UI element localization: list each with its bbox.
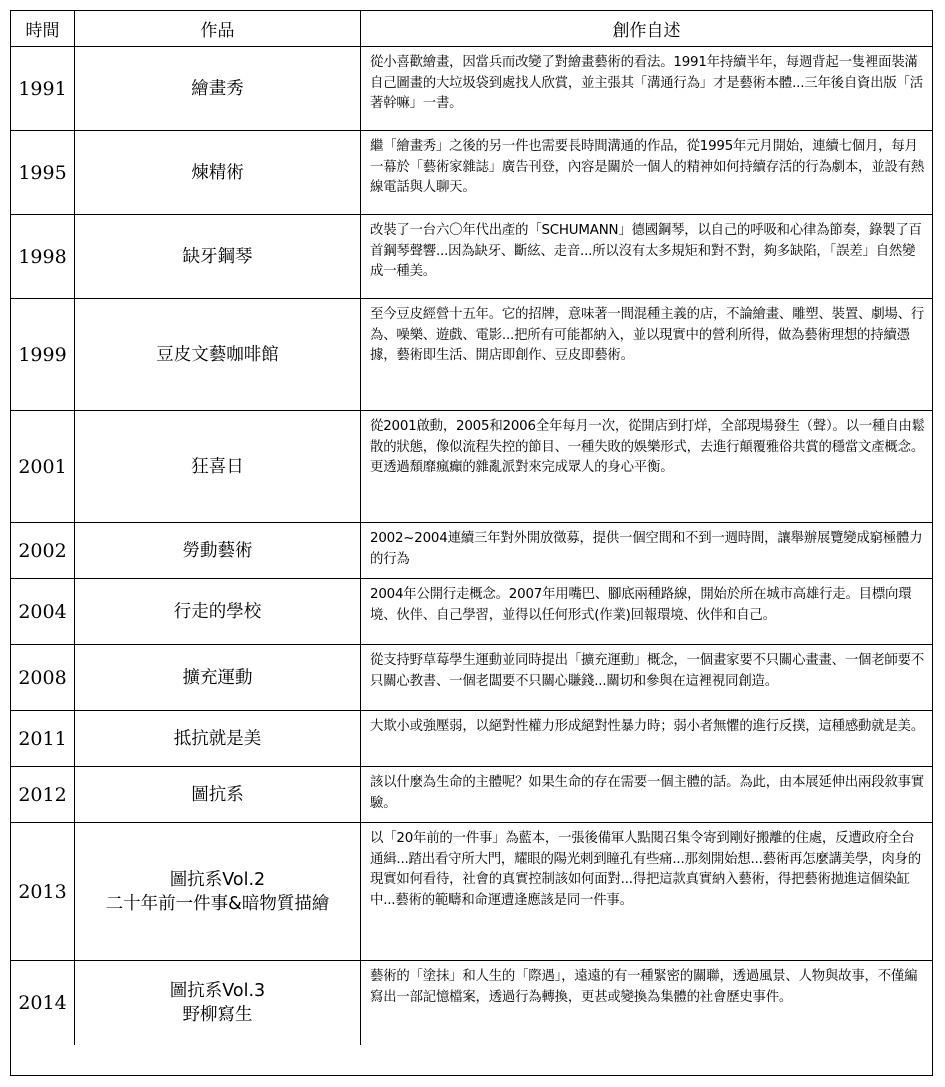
row-work — [75, 767, 361, 823]
work-title: 擴充運動 — [182, 667, 253, 688]
row-statement: 該以什麼為生命的主體呢？如果生命的存在需要一個主體的話。為此，由本展延伸出兩段敘事實驗。 — [361, 767, 932, 823]
row-statement: 改裝了一台六〇年代出產的「SCHUMANN」德國鋼琴，以自己的呼吸和心律為節奏，錄製了百首鋼琴聲響...因為缺牙、斷絃、走音...所以沒有太多規矩和對不對，夠多缺陷，「誤差」自然變成一種美。 — [361, 215, 932, 299]
row-statement: 從小喜歡繪畫，因當兵而改變了對繪畫藝術的看法。1991年持續半年，每週背起一隻裡面裝滿自己圖畫的大垃圾袋到處找人欣賞，並主張其「溝通行為」才是藝術本體...三年後自資出版「活著幹嘛」一書。 — [361, 47, 932, 131]
row-work — [75, 711, 361, 767]
work-title: 繪畫秀 — [191, 78, 244, 99]
row-work — [75, 961, 361, 1045]
row-statement: 從支持野草莓學生運動並同時提出「擴充運動」概念，一個畫家要不只關心畫畫、一個老師要不只關心教書、一個老闆要不只關心賺錢...關切和參與在這裡視同創造。 — [361, 645, 932, 711]
row-statement: 藝術的「塗抹」和人生的「際遇」，遠遠的有一種緊密的關聯，透過風景、人物與故事，不僅編寫出一部記憶檔案，透過行為轉換，更甚或變換為集體的社會歷史事件。 — [370, 969, 918, 1005]
row-year: 2004 — [11, 579, 75, 645]
work-title: 勞動藝術 — [182, 540, 253, 561]
work-title: 圖抗系Vol.3 — [169, 981, 266, 1001]
row-statement: 從2001啟動，2005和2006全年每月一次，從開店到打烊，全部現場發生（聲）。以一種自由鬆散的狀態，像似流程失控的節目、一種失敗的娛樂形式，去進行顛覆雅俗共賞的穩當文產概念。更透過頹靡瘋癲的雜亂派對來完成眾人的身心平衡。 — [361, 411, 932, 523]
header-time: 時間 — [11, 11, 75, 47]
row-year: 2014 — [11, 961, 75, 1045]
work-title: 煉精術 — [191, 162, 244, 183]
row-work — [75, 523, 361, 579]
row-statement: 以「20年前的一件事」為藍本，一張後備軍人點閱召集令寄到剛好搬離的住處，反遭政府全台通緝...踏出看守所大門，耀眼的陽光刺到瞳孔有些痛...那刻開始想...藝術再怎麼講美學，肉身的現實如何看待，社會的真實控制該如何面對...得把這款真實納入藝術，得把藝術拋進這個染缸中...藝術的範疇和命運遭逢應該是同一件事。 — [361, 823, 932, 961]
work-title: 豆皮文藝咖啡館 — [156, 344, 279, 365]
work-subtitle: 野柳寫生 — [182, 1005, 253, 1025]
work-title: 抵抗就是美 — [173, 728, 262, 749]
row-year: 1999 — [11, 299, 75, 411]
row-year: 1998 — [11, 215, 75, 299]
work-title: 狂喜日 — [191, 456, 244, 477]
work-title: 行走的學校 — [173, 601, 262, 622]
timeline-table — [10, 10, 933, 1076]
row-statement: 大欺小或強壓弱，以絕對性權力形成絕對性暴力時；弱小者無懼的進行反撲，這種感動就是美。 — [361, 711, 932, 767]
row-work — [75, 579, 361, 645]
row-work — [75, 411, 361, 523]
row-year: 2012 — [11, 767, 75, 823]
row-year: 1991 — [11, 47, 75, 131]
header-statement: 創作自述 — [361, 11, 932, 47]
row-year: 2002 — [11, 523, 75, 579]
row-statement: 至今豆皮經營十五年。它的招牌，意味著一間混種主義的店，不論繪畫、雕塑、裝置、劇場、行為、噪樂、遊戲、電影...把所有可能都納入，並以現實中的營利所得，做為藝術理想的持續憑據，藝術即生活、開店即創作、豆皮即藝術。 — [361, 299, 932, 411]
work-subtitle: 二十年前一件事&暗物質描繪 — [105, 893, 330, 914]
row-year: 2001 — [11, 411, 75, 523]
row-work — [75, 47, 361, 131]
row-work — [75, 131, 361, 215]
row-statement: 2002~2004連續三年對外開放徵募，提供一個空間和不到一週時間，讓舉辦展覽變成窮極體力的行為 — [361, 523, 932, 579]
row-statement: 繼「繪畫秀」之後的另一件也需要長時間溝通的作品，從1995年元月開始，連續七個月，每月一幕於「藝術家雜誌」廣告刊登，內容是關於一個人的精神如何持續存活的行為劇本，並設有熱線電話與人聊天。 — [361, 131, 932, 215]
row-year: 2011 — [11, 711, 75, 767]
work-title: 缺牙鋼琴 — [182, 246, 253, 267]
work-title: 圖抗系 — [191, 784, 244, 805]
row-year: 2013 — [11, 823, 75, 961]
header-work: 作品 — [75, 11, 361, 47]
row-year: 2008 — [11, 645, 75, 711]
row-work — [75, 215, 361, 299]
row-work — [75, 823, 361, 961]
row-work — [75, 645, 361, 711]
work-title: 圖抗系Vol.2 — [169, 869, 266, 890]
row-statement: 2004年公開行走概念。2007年用嘴巴、腳底兩種路線，開始於所在城市高雄行走。目標向環境、伙伴、自己學習，並得以任何形式(作業)回報環境、伙伴和自己。 — [361, 579, 932, 645]
row-year: 1995 — [11, 131, 75, 215]
row-work — [75, 299, 361, 411]
